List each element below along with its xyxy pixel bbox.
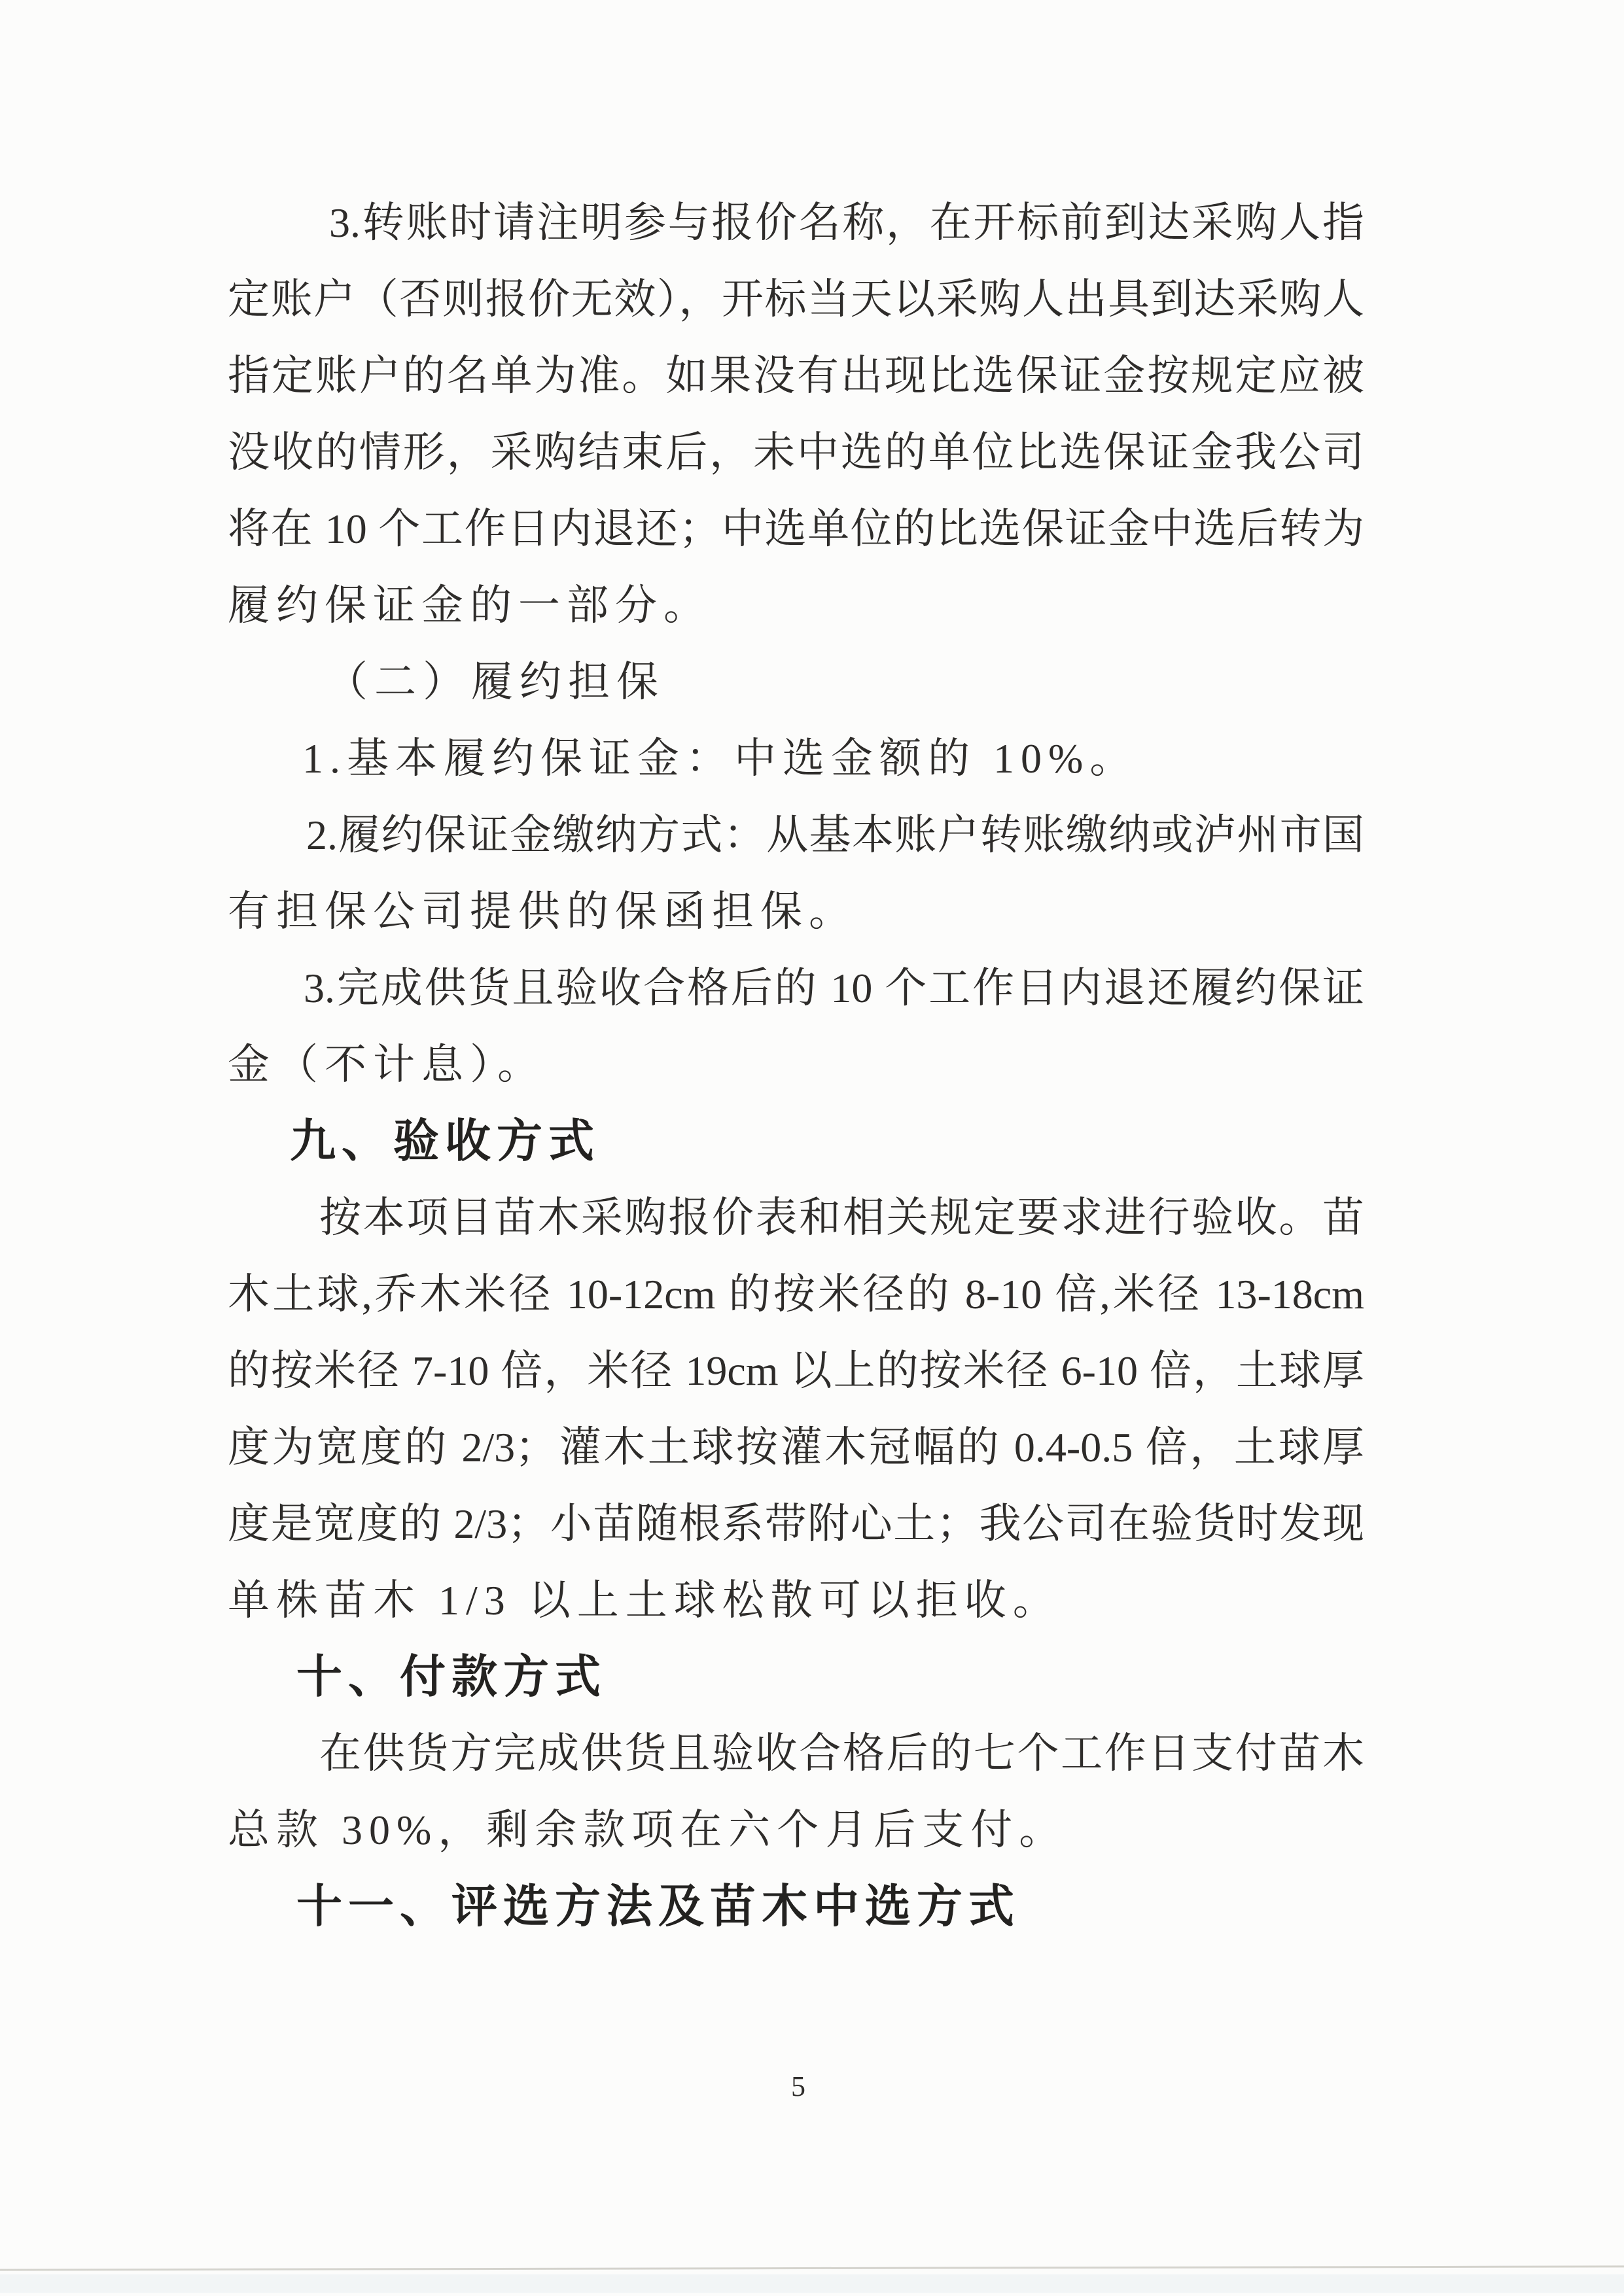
text-line: 2.履约保证金缴纳方式：从基本账户转账缴纳或泸州市国 — [306, 812, 1364, 858]
text-line: 履约保证金的一部分。 — [228, 582, 712, 629]
text-line: 3.转账时请注明参与报价名称，在开标前到达采购人指 — [329, 200, 1364, 246]
text-line: 3.完成供货且验收合格后的 10 个工作日内退还履约保证 — [304, 965, 1364, 1011]
section-heading: 九、验收方式 — [290, 1115, 600, 1166]
text-line: 度是宽度的 2/3；小苗随根系带附心土；我公司在验货时发现 — [228, 1501, 1364, 1547]
text-line: 在供货方完成供货且验收合格后的七个工作日支付苗木 — [319, 1730, 1364, 1777]
text-line: 度为宽度的 2/3；灌木土球按灌木冠幅的 0.4-0.5 倍，土球厚 — [228, 1424, 1364, 1470]
text-line: 金（不计息）。 — [228, 1041, 546, 1088]
scan-edge-band — [0, 2274, 1624, 2293]
section-heading: 十、付款方式 — [296, 1651, 607, 1702]
text-line: 总款 30%，剩余款项在六个月后支付。 — [228, 1807, 1068, 1853]
text-line: 按本项目苗木采购报价表和相关规定要求进行验收。苗 — [319, 1194, 1364, 1241]
text-line: 1.基本履约保证金：中选金额的 10%。 — [302, 735, 1139, 782]
text-line: 木土球,乔木米径 10-12cm 的按米径的 8-10 倍,米径 13-18cm — [228, 1271, 1364, 1317]
text-line: （二）履约担保 — [326, 659, 665, 705]
text-line: 将在 10 个工作日内退还；中选单位的比选保证金中选后转为 — [228, 506, 1364, 552]
text-line: 单株苗木 1/3 以上土球松散可以拒收。 — [228, 1577, 1061, 1624]
scan-edge-line — [0, 2265, 1624, 2270]
text-line: 指定账户的名单为准。如果没有出现比选保证金按规定应被 — [228, 353, 1364, 399]
section-heading: 十一、评选方法及苗木中选方式 — [296, 1881, 1020, 1932]
text-line: 定账户（否则报价无效），开标当天以采购人出具到达采购人 — [228, 276, 1364, 322]
text-line: 有担保公司提供的保函担保。 — [228, 888, 857, 935]
text-block — [228, 184, 1364, 1945]
text-line: 没收的情形，采购结束后，未中选的单位比选保证金我公司 — [228, 429, 1364, 476]
text-line: 的按米径 7-10 倍，米径 19cm 以上的按米径 6-10 倍，土球厚 — [228, 1348, 1364, 1394]
page-number: 5 — [791, 2070, 805, 2102]
